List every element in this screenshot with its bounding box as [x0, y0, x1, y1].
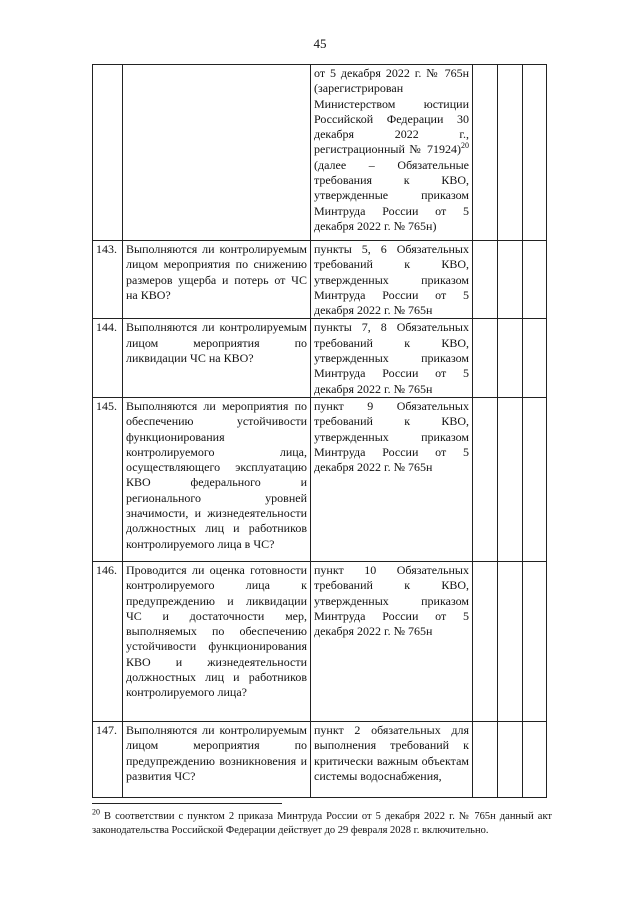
table-row	[93, 561, 547, 721]
answer-na-cell	[523, 319, 547, 397]
row-number: 144.	[93, 319, 123, 397]
row-number: 145.	[93, 397, 123, 561]
reference-cell: пункт 2 обязательных для выполнения требований к критически важным объектам системы водоснабжения,	[311, 721, 473, 797]
answer-yes-cell	[473, 721, 498, 797]
checklist-table	[92, 64, 547, 798]
table-row	[93, 319, 547, 397]
reference-cell: пункты 5, 6 Обязательных требований к КВО, утвержденных приказом Минтруда России от 5 декабря 2022 г. № 765н	[311, 241, 473, 319]
answer-na-cell	[523, 65, 547, 241]
table-row	[93, 65, 547, 241]
answer-no-cell	[498, 397, 523, 561]
answer-no-cell	[498, 241, 523, 319]
answer-no-cell	[498, 721, 523, 797]
reference-cell: от 5 декабря 2022 г. № 765н (зарегистрирован Министерством юстиции Российской Федерации 30 декабря 2022 г., регистрационный № 71924)$^{20}$ (далее – Обязательные требования к КВО, утвержденные приказом Минтруда России от 5 декабря 2022 г. № 765н)	[311, 65, 473, 241]
answer-na-cell	[523, 241, 547, 319]
answer-yes-cell	[473, 561, 498, 721]
answer-yes-cell	[473, 319, 498, 397]
row-number: 147.	[93, 721, 123, 797]
footnote-separator	[92, 803, 282, 804]
reference-cell: пункт 10 Обязательных требований к КВО, утвержденных приказом Минтруда России от 5 декабря 2022 г. № 765н	[311, 561, 473, 721]
answer-no-cell	[498, 65, 523, 241]
answer-no-cell	[498, 561, 523, 721]
table-row	[93, 241, 547, 319]
question-cell: Выполняются ли контролируемым лицом мероприятия по ликвидации ЧС на КВО?	[123, 319, 311, 397]
question-cell: Выполняются ли контролируемым лицом мероприятия по снижению размеров ущерба и потерь от ЧС на КВО?	[123, 241, 311, 319]
reference-cell: пункты 7, 8 Обязательных требований к КВО, утвержденных приказом Минтруда России от 5 декабря 2022 г. № 765н	[311, 319, 473, 397]
footnote-20: $^{20}$ В соответствии с пунктом 2 приказа Минтруда России от 5 декабря 2022 г. № 765н данный акт законодательства Российской Федерации действует до 29 февраля 2028 г. включительно.	[92, 807, 552, 836]
page-number: 45	[313, 36, 327, 51]
row-number	[93, 65, 123, 241]
row-number: 146.	[93, 561, 123, 721]
answer-yes-cell	[473, 65, 498, 241]
answer-yes-cell	[473, 397, 498, 561]
answer-na-cell	[523, 561, 547, 721]
question-cell: Выполняются ли контролируемым лицом мероприятия по предупреждению возникновения и развития ЧС?	[123, 721, 311, 797]
reference-cell: пункт 9 Обязательных требований к КВО, утвержденных приказом Минтруда России от 5 декабря 2022 г. № 765н	[311, 397, 473, 561]
table-row	[93, 721, 547, 797]
question-cell: Выполняются ли мероприятия по обеспечению устойчивости функционирования контролируемого лица, осуществляющего эксплуатацию КВО федерального и регионального уровней значимости, и жизнедеятельности должностных лиц и работников контролируемого лица в ЧС?	[123, 397, 311, 561]
answer-na-cell	[523, 721, 547, 797]
table-row	[93, 397, 547, 561]
question-cell: Проводится ли оценка готовности контролируемого лица к предупреждению и ликвидации ЧС и достаточности мер, выполняемых по обеспечению устойчивости функционирования КВО и жизнедеятельности должностных лиц и работников контролируемого лица?	[123, 561, 311, 721]
answer-yes-cell	[473, 241, 498, 319]
question-cell	[123, 65, 311, 241]
answer-no-cell	[498, 319, 523, 397]
answer-na-cell	[523, 397, 547, 561]
row-number: 143.	[93, 241, 123, 319]
